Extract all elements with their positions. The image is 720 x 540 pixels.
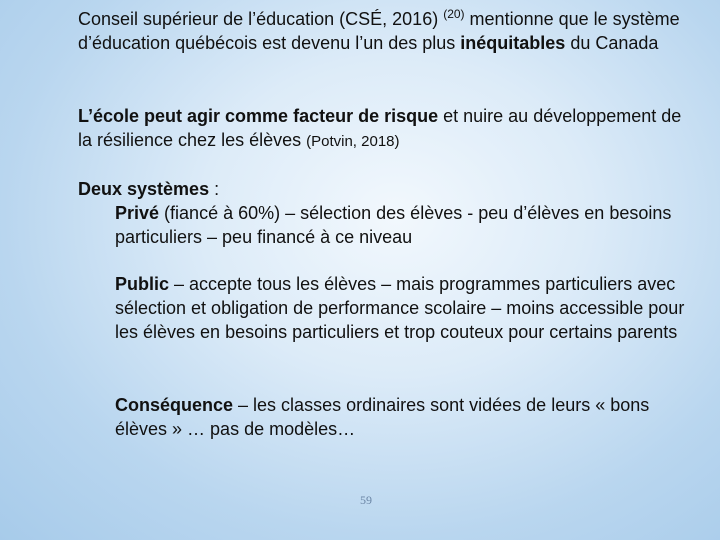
cse-text-1: Conseil supérieur de l’éducation (CSÉ, 2016) bbox=[78, 9, 444, 29]
public-bold: Public bbox=[115, 274, 170, 294]
two-systems-bold: Deux systèmes bbox=[78, 179, 210, 199]
consequence-text: – les classes ordinaires sont vidées de leurs « bons élèves » … pas de modèles… bbox=[115, 395, 650, 439]
public-text: – accepte tous les élèves – mais programmes particuliers avec sélection et obligation de performance scolaire – moins accessible pour les élèves en besoins particuliers et trop couteux pour certains parents bbox=[115, 274, 685, 342]
cse-text-3: du Canada bbox=[565, 33, 659, 53]
paragraph-consequence bbox=[115, 393, 695, 441]
paragraph-public bbox=[115, 272, 695, 344]
risk-bold: L’école peut agir comme facteur de risque bbox=[78, 106, 439, 126]
paragraph-two-systems bbox=[78, 177, 698, 201]
footnote-ref: (20) bbox=[443, 7, 465, 21]
consequence-bold: Conséquence bbox=[115, 395, 234, 415]
paragraph-prive bbox=[115, 201, 695, 249]
prive-bold: Privé bbox=[115, 203, 160, 223]
risk-text: et nuire au développement de la résilience chez les élèves bbox=[78, 106, 682, 150]
risk-citation: (Potvin, 2018) bbox=[306, 133, 400, 150]
prive-text-2: peu d’élèves en besoins particuliers – peu financé à ce niveau bbox=[115, 203, 672, 247]
page-number: 59 bbox=[360, 493, 372, 507]
prive-text-1: (fiancé à 60%) – sélection des élèves - bbox=[159, 203, 479, 223]
cse-bold-term: inéquitables bbox=[460, 33, 566, 53]
cse-text-2: mentionne que le système d’éducation québécois est devenu l’un des plus bbox=[78, 9, 680, 53]
paragraph-risk-factor bbox=[78, 104, 698, 154]
two-systems-colon: : bbox=[209, 179, 220, 199]
paragraph-cse bbox=[78, 7, 698, 55]
